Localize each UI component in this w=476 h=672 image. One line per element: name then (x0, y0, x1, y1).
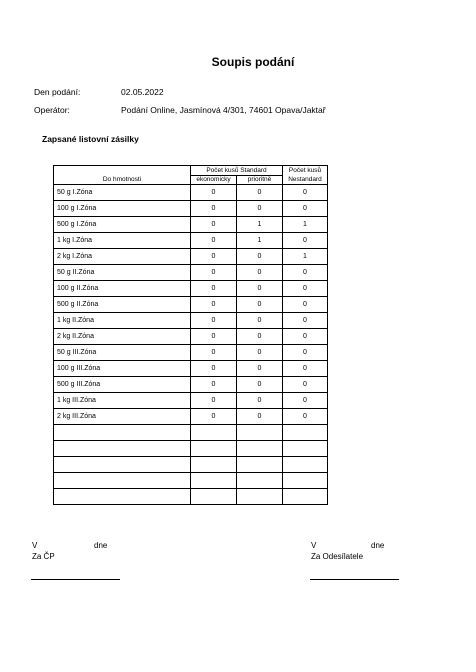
priority-cell: 1 (237, 233, 283, 249)
priority-cell (237, 441, 283, 457)
table-row (54, 249, 328, 265)
nonstandard-cell: 0 (283, 345, 328, 361)
table-row (54, 345, 328, 361)
economy-cell (191, 425, 237, 441)
nonstandard-cell: 0 (283, 185, 328, 201)
section-title: Zapsané listovní zásilky (42, 134, 139, 144)
economy-cell (191, 457, 237, 473)
nonstandard-cell (283, 425, 328, 441)
left-date-label: dne (94, 541, 108, 550)
nonstandard-cell: 0 (283, 281, 328, 297)
table-row (54, 473, 328, 489)
table-row (54, 185, 328, 201)
left-signatory-label: Za ČP (32, 552, 55, 561)
nonstandard-cell: 0 (283, 265, 328, 281)
nonstandard-cell: 0 (283, 361, 328, 377)
table-row (54, 425, 328, 441)
table-row (54, 281, 328, 297)
economy-cell: 0 (191, 409, 237, 425)
economy-cell: 0 (191, 377, 237, 393)
nonstandard-cell: 0 (283, 313, 328, 329)
nonstandard-cell: 0 (283, 393, 328, 409)
table-row (54, 201, 328, 217)
nonstandard-cell: 1 (283, 217, 328, 233)
priority-cell: 0 (237, 345, 283, 361)
priority-cell: 0 (237, 393, 283, 409)
priority-cell: 0 (237, 361, 283, 377)
table-row (54, 377, 328, 393)
left-signature-line (31, 579, 120, 580)
nonstandard-cell: 0 (283, 297, 328, 313)
header-empty-cell (54, 166, 191, 176)
right-place-label: V (311, 541, 317, 550)
priority-cell (237, 425, 283, 441)
table-subheader-row (54, 176, 328, 185)
date-label: Den podání: (34, 87, 81, 97)
nonstandard-cell (283, 457, 328, 473)
date-value: 02.05.2022 (121, 87, 164, 97)
operator-label: Operátor: (34, 105, 70, 115)
header-economy: ekonomicky (191, 176, 237, 185)
nonstandard-cell: 1 (283, 249, 328, 265)
table-row (54, 233, 328, 249)
table-row (54, 393, 328, 409)
priority-cell: 0 (237, 185, 283, 201)
nonstandard-cell: 0 (283, 329, 328, 345)
priority-cell: 0 (237, 201, 283, 217)
header-nonstandard: Nestandard (283, 176, 328, 185)
weight-cell: 500 g III.Zóna (54, 377, 191, 393)
shipments-table (53, 165, 328, 505)
weight-cell: 50 g I.Zóna (54, 185, 191, 201)
economy-cell: 0 (191, 345, 237, 361)
nonstandard-cell: 0 (283, 233, 328, 249)
priority-cell (237, 457, 283, 473)
economy-cell: 0 (191, 265, 237, 281)
page-title: Soupis podání (211, 55, 295, 69)
table-row (54, 409, 328, 425)
right-signatory-label: Za Odesílatele (311, 552, 364, 561)
nonstandard-cell (283, 489, 328, 505)
operator-value: Podání Online, Jasmínová 4/301, 74601 Opava/Jaktař (121, 105, 326, 115)
weight-cell (54, 489, 191, 505)
priority-cell: 0 (237, 313, 283, 329)
economy-cell (191, 489, 237, 505)
priority-cell (237, 473, 283, 489)
economy-cell (191, 473, 237, 489)
right-date-label: dne (371, 541, 385, 550)
weight-cell (54, 457, 191, 473)
weight-cell: 2 kg II.Zóna (54, 329, 191, 345)
header-weight: Do hmotnosti (54, 176, 191, 185)
nonstandard-cell (283, 441, 328, 457)
economy-cell: 0 (191, 313, 237, 329)
weight-cell: 2 kg I.Zóna (54, 249, 191, 265)
priority-cell: 1 (237, 217, 283, 233)
priority-cell: 0 (237, 281, 283, 297)
priority-cell: 0 (237, 409, 283, 425)
economy-cell: 0 (191, 281, 237, 297)
header-group-nonstandard: Počet kusů (283, 166, 328, 176)
table-header-row (54, 166, 328, 176)
weight-cell (54, 425, 191, 441)
weight-cell: 100 g III.Zóna (54, 361, 191, 377)
table-row (54, 489, 328, 505)
nonstandard-cell: 0 (283, 409, 328, 425)
table-row (54, 217, 328, 233)
weight-cell (54, 473, 191, 489)
table-row (54, 329, 328, 345)
priority-cell: 0 (237, 249, 283, 265)
economy-cell: 0 (191, 233, 237, 249)
table-row (54, 441, 328, 457)
weight-cell (54, 441, 191, 457)
priority-cell: 0 (237, 329, 283, 345)
table-row (54, 457, 328, 473)
economy-cell: 0 (191, 297, 237, 313)
table-row (54, 313, 328, 329)
table-row (54, 361, 328, 377)
economy-cell: 0 (191, 361, 237, 377)
left-place-label: V (32, 541, 38, 550)
nonstandard-cell: 0 (283, 377, 328, 393)
economy-cell: 0 (191, 329, 237, 345)
priority-cell: 0 (237, 265, 283, 281)
economy-cell: 0 (191, 201, 237, 217)
nonstandard-cell: 0 (283, 201, 328, 217)
economy-cell: 0 (191, 393, 237, 409)
weight-cell: 1 kg III.Zóna (54, 393, 191, 409)
weight-cell: 500 g I.Zóna (54, 217, 191, 233)
priority-cell: 0 (237, 297, 283, 313)
weight-cell: 50 g II.Zóna (54, 265, 191, 281)
economy-cell: 0 (191, 249, 237, 265)
weight-cell: 500 g II.Zóna (54, 297, 191, 313)
weight-cell: 1 kg II.Zóna (54, 313, 191, 329)
weight-cell: 50 g III.Zóna (54, 345, 191, 361)
weight-cell: 1 kg I.Zóna (54, 233, 191, 249)
priority-cell: 0 (237, 377, 283, 393)
right-signature-line (310, 579, 399, 580)
weight-cell: 2 kg III.Zóna (54, 409, 191, 425)
nonstandard-cell (283, 473, 328, 489)
table-row (54, 297, 328, 313)
priority-cell (237, 489, 283, 505)
economy-cell (191, 441, 237, 457)
header-group-standard: Počet kusů Standard (191, 166, 283, 176)
header-priority: prioritně (237, 176, 283, 185)
economy-cell: 0 (191, 185, 237, 201)
economy-cell: 0 (191, 217, 237, 233)
weight-cell: 100 g II.Zóna (54, 281, 191, 297)
table-row (54, 265, 328, 281)
weight-cell: 100 g I.Zóna (54, 201, 191, 217)
